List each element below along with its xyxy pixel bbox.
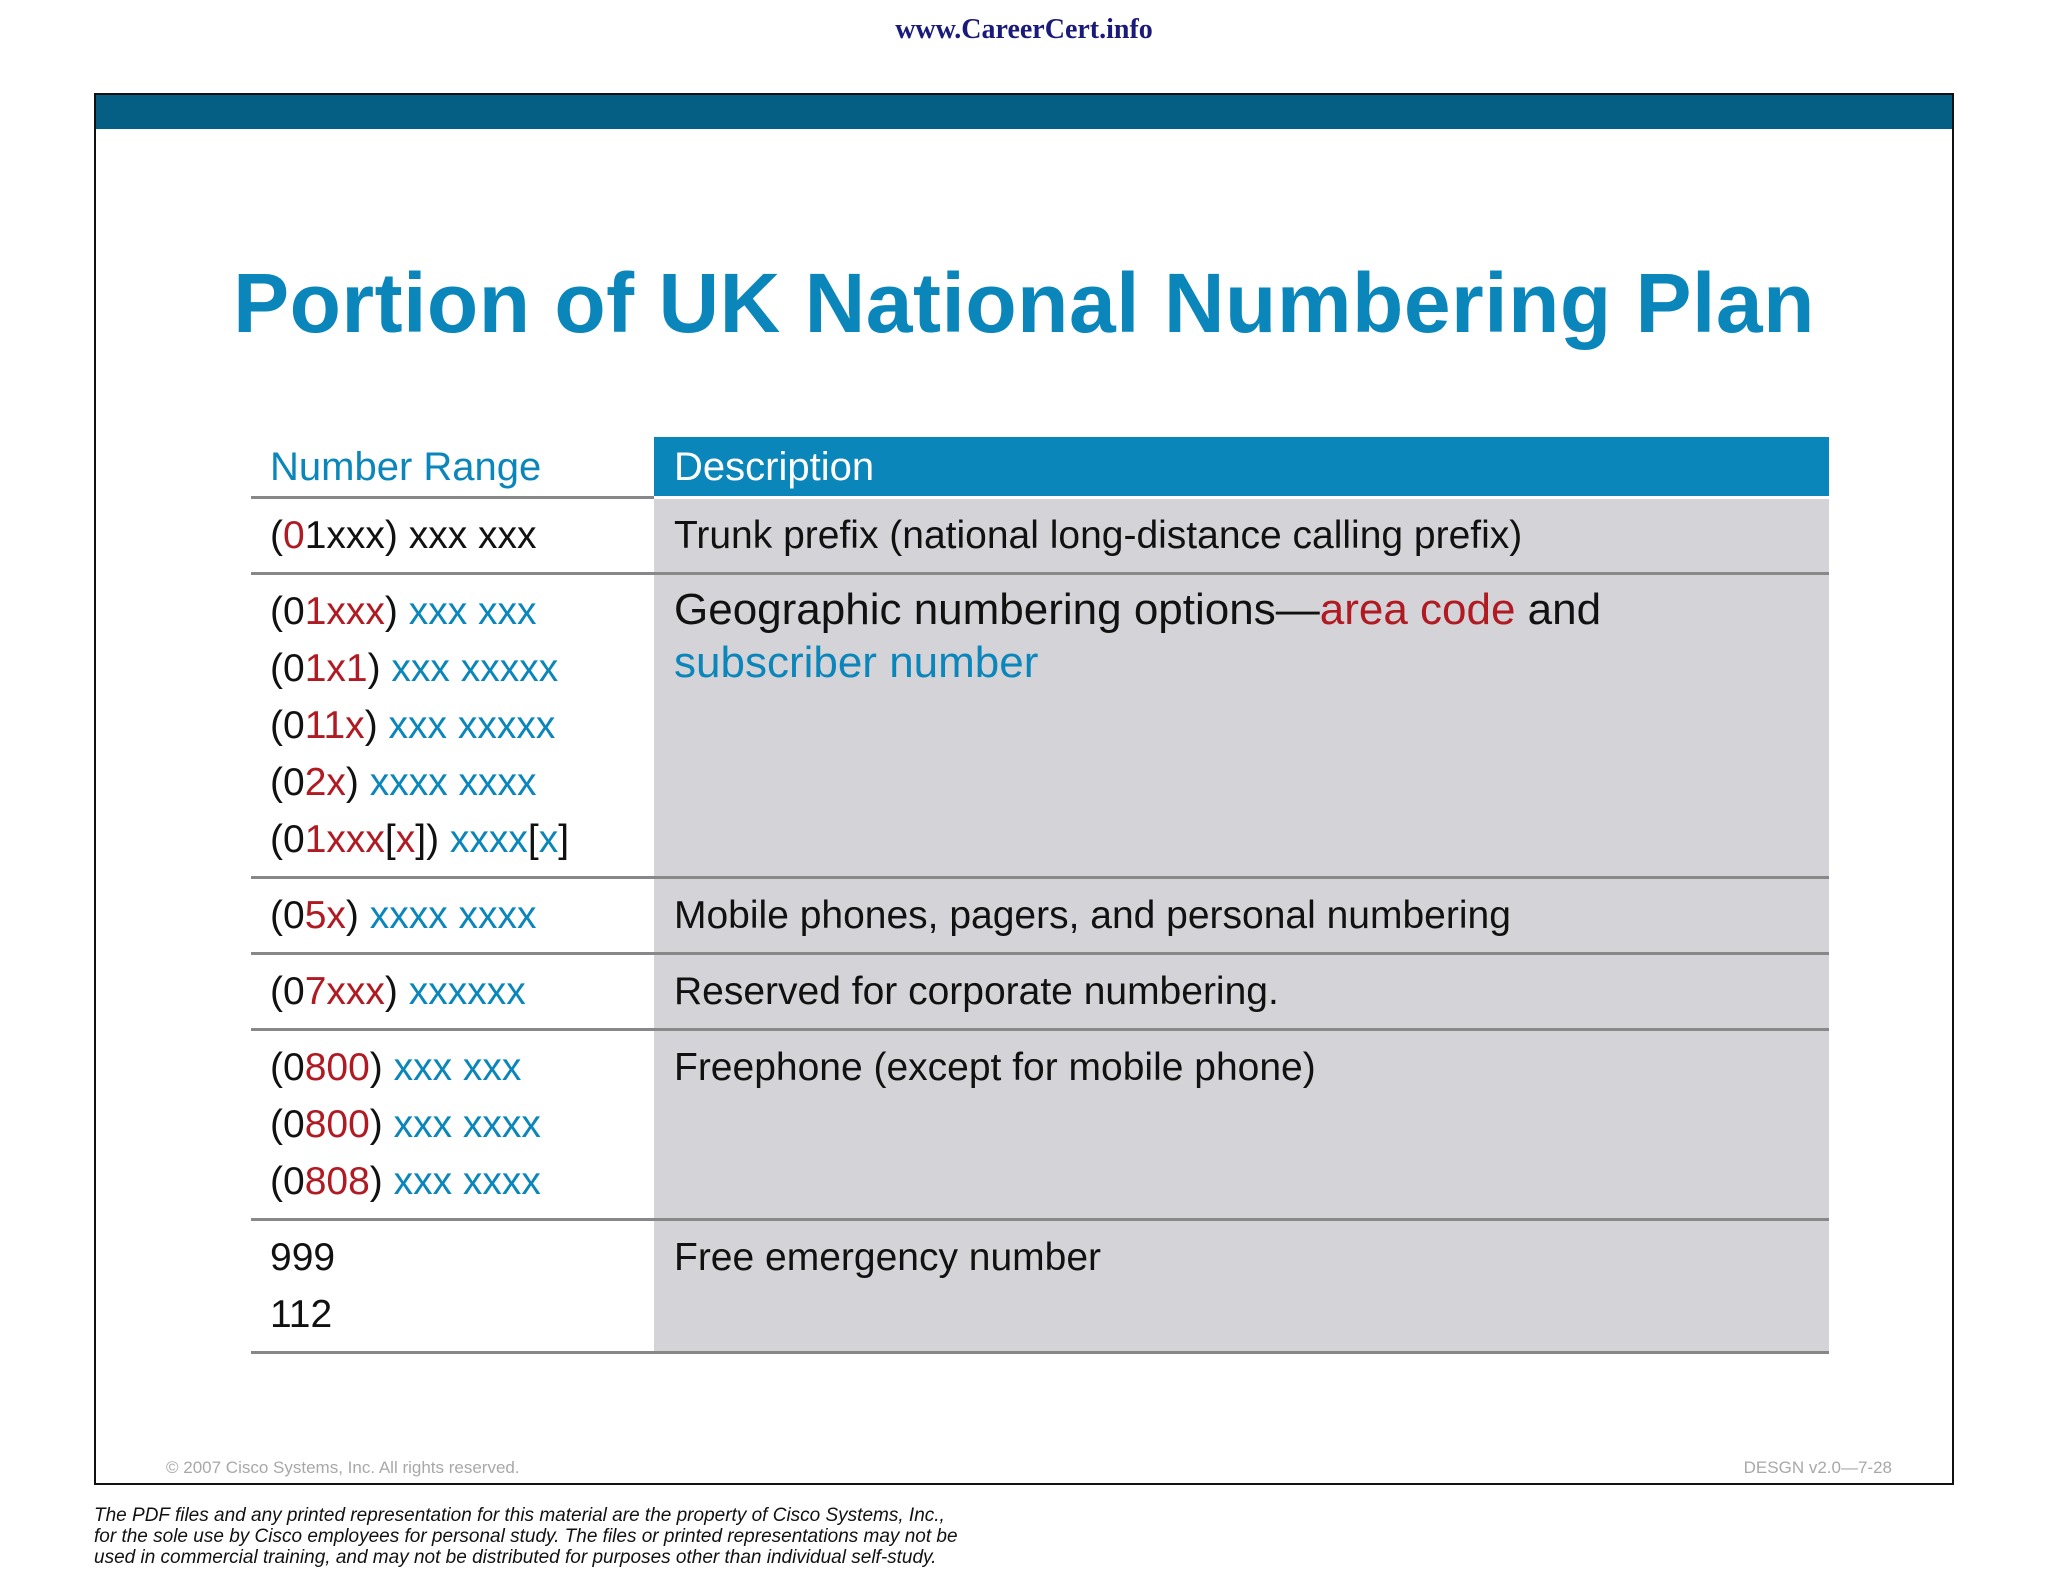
- table-row: [251, 879, 1829, 955]
- range-segment: (: [270, 514, 283, 557]
- range-segment: ): [345, 894, 359, 937]
- range-segment: ): [369, 1103, 383, 1146]
- number-range-cell: [251, 1221, 654, 1351]
- slide: [94, 93, 1954, 1485]
- range-segment: 1xxx) xxx xxx: [304, 514, 537, 557]
- range-segment: xxxx xxxx: [358, 894, 537, 937]
- range-segment: ): [345, 761, 359, 804]
- description-segment: Geographic numbering options—: [674, 585, 1320, 634]
- number-range-line: [270, 1229, 654, 1286]
- range-segment: xxxxxx: [397, 970, 526, 1013]
- table-row: [251, 1031, 1829, 1221]
- number-range-line: [270, 887, 654, 944]
- range-segment: xxx xxxx: [382, 1103, 541, 1146]
- range-segment: (0: [270, 818, 305, 861]
- range-segment: ]): [415, 818, 440, 861]
- description-cell: [654, 1221, 1829, 1351]
- description-cell: [654, 575, 1829, 876]
- table-row: [251, 955, 1829, 1031]
- numbering-plan-table: [251, 437, 1829, 1354]
- table-row: [251, 575, 1829, 879]
- description-segment: Reserved for corporate numbering.: [674, 970, 1279, 1013]
- description-line: [674, 963, 1829, 1020]
- disclaimer: [94, 1505, 1294, 1568]
- table-row: [251, 499, 1829, 575]
- course-code: DESGN v2.0—7-28: [1743, 1458, 1892, 1477]
- number-range-cell: [251, 499, 654, 572]
- description-line: [674, 1229, 1829, 1286]
- range-segment: xxx xxx: [382, 1046, 522, 1089]
- range-segment: (0: [270, 1160, 305, 1203]
- description-cell: [654, 879, 1829, 952]
- range-segment: ): [367, 647, 381, 690]
- number-range-line: [270, 754, 654, 811]
- range-segment: (0: [270, 647, 305, 690]
- range-segment: 1xxx: [304, 818, 385, 861]
- table-header-row: [251, 437, 1829, 499]
- description-segment: Freephone (except for mobile phone): [674, 1046, 1316, 1089]
- range-segment: ): [364, 704, 378, 747]
- range-segment: xxx xxxxx: [380, 647, 559, 690]
- range-segment: ): [369, 1046, 383, 1089]
- slide-header-bar: [96, 95, 1952, 129]
- range-segment: xxx xxxx: [382, 1160, 541, 1203]
- range-segment: 0: [283, 514, 305, 557]
- number-range-cell: [251, 955, 654, 1028]
- range-segment: [: [384, 818, 396, 861]
- range-segment: xxxx xxxx: [358, 761, 537, 804]
- range-segment: 5x: [304, 894, 346, 937]
- description-line: [674, 887, 1829, 944]
- range-segment: (0: [270, 1046, 305, 1089]
- header-number-range: Number Range: [251, 437, 654, 499]
- description-segment: Mobile phones, pagers, and personal numbering: [674, 894, 1511, 937]
- range-segment: 800: [304, 1103, 370, 1146]
- range-segment: ): [384, 970, 398, 1013]
- description-cell: [654, 955, 1829, 1028]
- description-cell: [654, 1031, 1829, 1218]
- number-range-line: [270, 963, 654, 1020]
- number-range-line: [270, 1286, 654, 1343]
- number-range-line: [270, 1096, 654, 1153]
- range-segment: 808: [304, 1160, 370, 1203]
- header-description: Description: [654, 437, 1829, 499]
- description-line: [674, 507, 1829, 564]
- range-segment: 7xxx: [304, 970, 385, 1013]
- range-segment: (0: [270, 1103, 305, 1146]
- description-line: [674, 636, 1829, 689]
- number-range-line: [270, 583, 654, 640]
- range-segment: ): [384, 590, 398, 633]
- number-range-line: [270, 811, 654, 868]
- table-row: [251, 1221, 1829, 1354]
- range-segment: (0: [270, 704, 305, 747]
- range-segment: 999: [270, 1236, 336, 1279]
- copyright-text: © 2007 Cisco Systems, Inc. All rights reserved.: [166, 1458, 520, 1477]
- table-body: [251, 499, 1829, 1354]
- description-line: [674, 583, 1829, 636]
- description-segment: Trunk prefix (national long-distance calling prefix): [674, 514, 1523, 557]
- range-segment: ]: [558, 818, 570, 861]
- range-segment: 1x1: [304, 647, 368, 690]
- disclaimer-line: The PDF files and any printed representation for this material are the property of Cisco Systems, Inc.,: [94, 1505, 945, 1526]
- range-segment: x: [395, 818, 416, 861]
- range-segment: xxx xxxxx: [377, 704, 556, 747]
- range-segment: (0: [270, 761, 305, 804]
- number-range-cell: [251, 879, 654, 952]
- range-segment: ): [369, 1160, 383, 1203]
- range-segment: 11x: [304, 704, 365, 747]
- number-range-cell: [251, 575, 654, 876]
- range-segment: x: [538, 818, 559, 861]
- range-segment: (0: [270, 894, 305, 937]
- number-range-line: [270, 640, 654, 697]
- number-range-cell: [251, 1031, 654, 1218]
- description-segment: Free emergency number: [674, 1236, 1102, 1279]
- description-cell: [654, 499, 1829, 572]
- description-segment: area code: [1319, 585, 1516, 634]
- range-segment: 112: [270, 1293, 333, 1336]
- number-range-line: [270, 1153, 654, 1210]
- range-segment: (0: [270, 970, 305, 1013]
- slide-title: Portion of UK National Numbering Plan: [233, 256, 1815, 350]
- disclaimer-line: used in commercial training, and may not be distributed for purposes other than individual self-study.: [94, 1547, 937, 1568]
- description-segment: subscriber number: [674, 638, 1039, 687]
- number-range-line: [270, 507, 654, 564]
- range-segment: 1xxx: [304, 590, 385, 633]
- range-segment: (0: [270, 590, 305, 633]
- site-url: www.CareerCert.info: [895, 14, 1153, 45]
- range-segment: xxxx: [439, 818, 528, 861]
- range-segment: xxx xxx: [397, 590, 537, 633]
- range-segment: 800: [304, 1046, 370, 1089]
- description-segment: and: [1515, 585, 1602, 634]
- disclaimer-line: for the sole use by Cisco employees for personal study. The files or printed representations may not be: [94, 1526, 958, 1547]
- number-range-line: [270, 697, 654, 754]
- range-segment: 2x: [304, 761, 346, 804]
- description-line: [674, 1039, 1829, 1096]
- range-segment: [: [527, 818, 539, 861]
- number-range-line: [270, 1039, 654, 1096]
